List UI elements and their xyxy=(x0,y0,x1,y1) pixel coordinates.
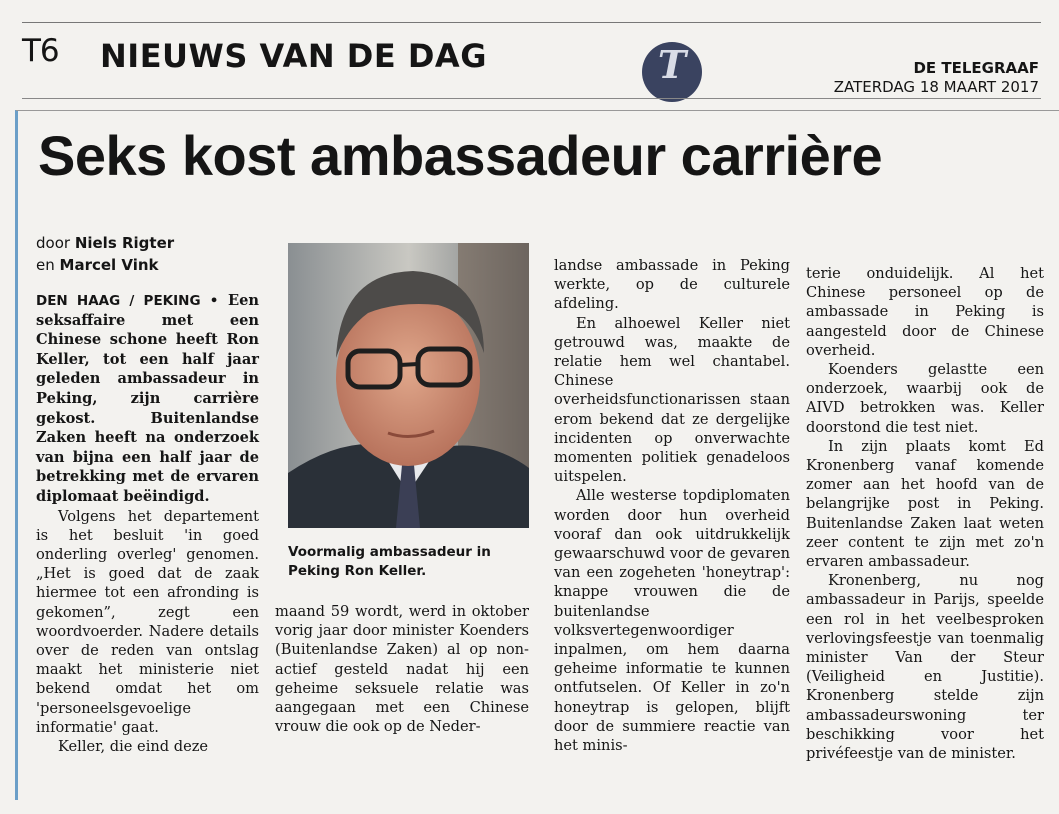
article-top-border xyxy=(16,110,1059,111)
byline: door Niels Rigter en Marcel Vink xyxy=(36,234,175,274)
body-paragraph: Alle westerse topdiplomaten worden door hun overheid vooraf dan ook uitdrukkelijk gewaarschuwd voor de gevaren van een zogeheten 'honeytrap': knappe vrouwen die de buitenlandse volksvertegenwoordiger inpalmen, om hem daarna geheime informatie te kunnen ontfutselen. Of Keller in zo'n honeytrap is gelopen, blijft door de summiere reactie van het minis- xyxy=(554,487,790,755)
article-column-3 xyxy=(554,256,790,755)
author-1: Niels Rigter xyxy=(74,234,175,252)
body-paragraph: maand 59 wordt, werd in oktober vorig jaar door minister Koenders (Buitenlandse Zaken) al op non-actief gesteld nadat hij een geheime seksuele relatie was aangegaan met een Chinese vrouw die ook op de Neder- xyxy=(275,603,529,736)
article-column-1 xyxy=(36,291,259,756)
body-paragraph: In zijn plaats komt Ed Kronenberg vanaf komende zomer aan het hoofd van de belangrijke post in Peking. Buitenlandse Zaken laat weten zeer content te zijn met zo'n ervaren ambassadeur. xyxy=(806,437,1044,571)
body-paragraph: Volgens het departement is het besluit 'in goed onderling overleg' genomen. „Het is goed dat de zaak hiermee tot een afronding is gekomen”, zegt een woordvoerder. Nadere details over de reden van ontslag maakt het ministerie niet bekend omdat het om 'personeelsgevoelige informatie' gaat. xyxy=(36,507,259,736)
masthead-top-rule xyxy=(22,22,1041,23)
masthead-bottom-rule xyxy=(22,98,1041,99)
body-paragraph: Koenders gelastte een onderzoek, waarbij ook de AIVD betrokken was. Keller doorstond die test niet. xyxy=(806,361,1044,436)
newspaper-name: DE TELEGRAAF xyxy=(913,59,1039,77)
body-paragraph: En alhoewel Keller niet getrouwd was, maakte de relatie hem wel chantabel. Chinese overheidsfunctionarissen staan erom bekend dat ze dergelijke incidenten op onverwachte momenten politiek genadeloos uitspelen. xyxy=(554,314,790,486)
lead-paragraph: DEN HAAG / PEKING • Een seksaffaire met een Chinese schone heeft Ron Keller, tot een half jaar geleden ambassadeur in Peking, zijn carrière gekost. Buitenlandse Zaken heeft na onderzoek van bijna een half jaar de betrekking met de ervaren diplomaat beëindigd. xyxy=(36,292,259,505)
article-column-4 xyxy=(806,264,1044,763)
issue-date: ZATERDAG 18 MAART 2017 xyxy=(833,78,1039,96)
author-2: Marcel Vink xyxy=(59,256,159,274)
photo-caption: Voormalig ambassadeur in Peking Ron Keller. xyxy=(288,544,491,579)
article-left-border xyxy=(15,110,18,800)
body-paragraph: landse ambassade in Peking werkte, op de culturele afdeling. xyxy=(554,257,790,313)
article-headline: Seks kost ambassadeur carrière xyxy=(38,124,883,187)
body-paragraph: terie onduidelijk. Al het Chinese personeel op de ambassade in Peking is aangesteld door de Chinese overheid. xyxy=(806,265,1044,359)
body-paragraph: Keller, die eind deze xyxy=(58,737,209,755)
body-paragraph: Kronenberg, nu nog ambassadeur in Parijs, speelde een rol in het veelbesproken verlovingsfeestje van toenmalig minister Van der Steur (Veiligheid en Justitie). Kronenberg stelde zijn ambassadeurswoning ter beschikking voor het privéfeestje van de minister. xyxy=(806,572,1044,763)
dateline: DEN HAAG / PEKING • xyxy=(36,293,219,309)
article-column-2 xyxy=(275,602,529,736)
section-title: NIEUWS VAN DE DAG xyxy=(100,37,487,75)
telegraaf-logo-icon: T xyxy=(642,42,702,102)
page-number: T6 xyxy=(22,33,59,69)
portrait-photo xyxy=(288,243,529,528)
